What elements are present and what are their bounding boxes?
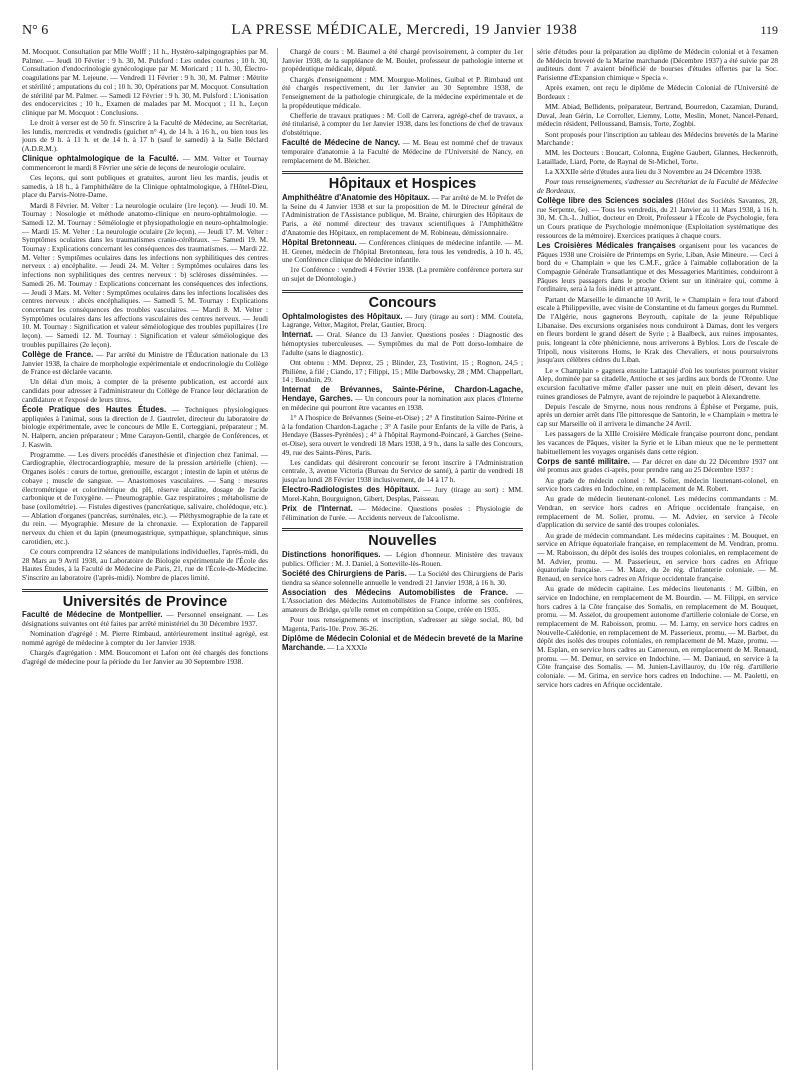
entry-heading: Distinctions honorifiques. bbox=[282, 550, 381, 560]
section-title-hopitaux: Hôpitaux et Hospices bbox=[282, 171, 523, 189]
page-number: 119 bbox=[760, 23, 778, 37]
entry-heading: Prix de l'Internat. bbox=[282, 504, 353, 514]
paragraph: MM. les Docteurs : Boucart, Colonna, Eugène Gaubert, Glannes, Heckenroth, Lataillade, Liard, Porte, de Raynal de St-Michel, Torte. bbox=[537, 148, 778, 166]
paragraph: Au grade de médecin commandant. Les médecins capitaines : M. Bouquet, en service en Afrique équatoriale française, en remplacement de M. Vendran, promu. — M. Raboisson, du dépôt des isolés des troupes coloniales, en remplacement de M. Advier, promu. — M. Passerieux, en service hors cadres en Afrique équatoriale française. — M. Maze, du 2e rég. d'infanterie coloniale. — M. Renaud, en service hors cadres en Afrique occidentale française. bbox=[537, 530, 778, 584]
issue-number: N° 6 bbox=[22, 23, 49, 38]
entry-hautes-etudes bbox=[22, 406, 268, 450]
entry-nancy bbox=[282, 139, 523, 165]
entry-text: — Conférences cliniques de médecine infantile. — M. H. Grenet, médecin de l'hôpital Bretonneau, fera tous les vendredis, à 10 h. 45, une Conférence clinique de Médecine infantile. bbox=[282, 237, 523, 265]
entry-text: (Hôtel des Sociétés Savantes, 28, rue Serpente, 6e). — Tous les vendredis, du 21 Janvier au 11 Mars 1938, à 16 h. 30, M. Ch.-L. Julliot, docteur en Droit, Professeur à l'École de Psychologie, fera un Cours pratique de Psychologie mnémonique (Exploitation systématique des ressources de la mémoire). Exercices pratiques à chaque cours. bbox=[537, 195, 778, 240]
paragraph: Au grade de médecin capitaine. Les médecins lieutenants : M. Gilbin, en service en Indochine, en remplacement de M. Bourdin. — M. Filippi, en service hors cadres à la Côte française des Somalis, en remplacement de M. Bouquet, promu. — M. Asselot, du groupement autonome d'artillerie coloniale de Corse, en remplacement de M. Raboisson, promu. — M. Lamy, en service hors cadres en Nouvelle-Calédonie, en remplacement de M. Passerieux, promu. — M. Barbet, du dépôt des isolés des troupes coloniales, en remplacement de M. Maze, promu. — M. Esplan, en service hors cadres au Cameroun, en remplacement de M. Renaud, promu. — M. Demur, en service en Indochine. — M. Daniaud, en service à la Côte française des Somalis. — M. Junien-Lavillauroy, du 10e rég. d'artillerie coloniale. — M. Grima, en service hors cadres en Indochine. — M. Paoletti, en service hors cadres en Afrique occidentale. bbox=[537, 584, 778, 689]
entry-internat bbox=[282, 331, 523, 357]
paragraph: Ont obtenu : MM. Deprez, 25 ; Blinder, 23, Tostivint, 15 ; Rognon, 24,5 ; Philiène, à filé ; Ciando, 17 ; Filippi, 15 ; Mlle Darbowsky, 28 ; MM. Chappellart, 14 ; Bouduin, 29. bbox=[282, 357, 523, 385]
entry-chirurgiens bbox=[282, 570, 523, 587]
paragraph: Programme. — Les divers procédés d'anesthésie et d'injection chez l'animal. — Cardiographie, électrocardiographie, mesure de la pression artérielle (chien). — Organes isolés : cœurs de tortue, grenouille, escargot ; intestin de lapin et utérus de cobaye ; muscle de sangsue. — Anastomoses vasculaires. — Sang : mesures électrométrique et colorimétrique du pH, réserve alcaline, dosage de l'acide carbonique et de l'oxygène. — Pneumographie. Gaz respiratoires ; métabolisme de base (oxilométrie). — Fistules digestives (pancréatique, salivaire, cholédoque, etc.). — Ablation d'organes (pancréas, surrénales, etc.). — Pléthysmographie de la rate et du rein. — Myographie. Mesure de la chronaxie. — Exploration de l'appareil nerveux du chien et du lapin (pneumogastrique, sympathique, splanchnique, sinus carotidien, etc.). bbox=[22, 449, 268, 546]
paragraph: Au grade de médecin colonel : M. Solier, médecin lieutenant-colonel, en service hors cadres en Indochine, en remplacement de M. Robert. bbox=[537, 475, 778, 494]
entry-text: — La Société des Chirurgiens de Paris tiendra sa séance solennelle annuelle le vendredi 21 Janvier 1938, à 16 h. 30. bbox=[282, 568, 523, 587]
column-2 bbox=[277, 48, 523, 1070]
paragraph: Les passagers de la XIIIe Croisière Médicale française pourront donc, pendant les vacances de Pâques, visiter la Syrie et le Liban mieux que ne le permettent habituellement les voyages organisés dans cette région. bbox=[537, 429, 778, 456]
paragraph: La XXXIIe série d'études aura lieu du 3 Novembre au 24 Décembre 1938. bbox=[545, 167, 762, 177]
entry-electro-radiologistes bbox=[282, 486, 523, 503]
entry-text: — Médecine. Questions posées : Physiologie de l'élimination de l'urée. — Accidents nerveux de l'alcoolisme. bbox=[282, 504, 523, 522]
paragraph: Ce cours comprendra 12 séances de manipulations individuelles, l'après-midi, du 28 Mars au 9 Avril 1938, au Laboratoire de Biologie expérimentale de l'École des Hautes Études, à la Faculté de Médecine de Paris, 21, rue de l'École-de-Médecine. S'inscrire au laboratoire (l'après-midi). Nombre de places limité. bbox=[22, 546, 268, 582]
entry-text: — Par arrêté de M. le Préfet de la Seine du 4 Janvier 1938 et sur la proposition de M. le Directeur général de l'Administration de l'Assistance publique, M. Braine, chirurgien des Hôpitaux de Paris, a été nommé directeur des travaux scientifiques à l'Amphithéâtre d'Anatomie des Hôpitaux, en remplacement de M. Robineau, démissionnaire. bbox=[282, 193, 523, 237]
entry-text: — MM. Velter et Tournay commenceront le mardi 8 Février une série de leçons de neurologie oculaire. bbox=[22, 154, 268, 172]
paragraph: Pour tous renseignements et inscription, s'adresser au siège social, 80, bd Magenta, Paris-10e. Prov. 36-26. bbox=[282, 615, 523, 633]
entry-prix-internat bbox=[282, 505, 523, 522]
entry-text: — M. Beau est nommé chef de travaux temporaire d'anatomie à la Faculté de Médecine de l'Université de Nancy, en remplacement de M. Bleicher. bbox=[282, 138, 523, 165]
paragraph: Chargés d'agrégation : MM. Boucomont et Lafon ont été chargés des fonctions d'agrégé de médecine pour la période du 1er Janvier au 30 Septembre 1938. bbox=[22, 648, 268, 666]
entry-heading: Hôpital Bretonneau. bbox=[282, 237, 357, 247]
paragraph: Pour tous renseignements, s'adresser au Secrétariat de la Faculté de Médecine de Bordeaux. bbox=[537, 177, 778, 195]
paragraph: Depuis l'escale de Smyrne, nous nous rendrons à Éphèse et Pergame, puis, après un dernier arrêt dans l'île pittoresque de Santorin, le « Champlain » mettra le cap sur Marseille où il arrivera le dimanche 24 Avril. bbox=[537, 401, 778, 429]
entry-brevannes bbox=[282, 386, 523, 412]
entry-text: — Par arrêté du Ministre de l'Éducation nationale du 13 Janvier 1938, la chaire de morphologie expérimentale et endocrinologie du Collège de France est déclarée vacante. bbox=[22, 349, 268, 377]
entry-text: — Personnel enseignant. — Les désignations suivantes ont été faites par arrêté ministériel du 30 Décembre 1937. bbox=[22, 610, 268, 629]
entry-heading: Association des Médecins Automobilistes de France. bbox=[282, 587, 509, 597]
entry-heading: Société des Chirurgiens de Paris. bbox=[282, 568, 407, 578]
entry-heading: Diplôme de Médecin Colonial et de Médecin breveté de la Marine Marchande. bbox=[282, 634, 523, 652]
column-3 bbox=[532, 48, 778, 1070]
entry-text: organisent pour les vacances de Pâques 1938 une Croisière de Printemps en Syrie, Liban, Asie Mineure. — Ceci à bord du « Champlain » que les C.M.F., grâce à l'aimable collaboration de la Compagnie Générale Transatlantique et des Messageries Maritimes, conduiront à Pâques leurs passagers dans le proche Orient sur un itinéraire qui, comme à l'ordinaire, sera à la fois inédit et attrayant. bbox=[537, 240, 778, 294]
paragraph: Ces leçons, qui sont publiques et gratuites, auront lieu les mardis, jeudis et samedis, à 18 h., à l'amphithéâtre de la Clinique ophtalmologique, à l'Hôtel-Dieu, place du Parvis-Notre-Dame. bbox=[22, 173, 268, 200]
section-title-nouvelles: Nouvelles bbox=[282, 528, 523, 546]
entry-text: — Jury (tirage au sort) : MM. Morel-Kahn, Bourguignon, Gibert, Desplas, Paisseau. bbox=[282, 485, 523, 503]
paragraph: MM. Abiad, Bellidents, préparateur, Bertrand, Bourredon, Cazamian, Durand, Duval, Jean Gérin, Le Corroller, Liemny, Lotte, Meslin, Monet, Nancel-Penard, médecin résident, Pelloussand, Bamsis, Torte, Zoghbi. bbox=[537, 102, 778, 129]
paragraph: Le « Champlain » gagnera ensuite Lattaquié d'où les touristes pourront visiter Alep, dominée par sa citadelle, Antioche et ses jardins aux bords de l'Oronte. Une excursion facultative même d'aller passer une nuit en plein désert, devant les ruines grandioses de Palmyre, avant de rejoindre le paquebot à Alexandrette. bbox=[537, 365, 778, 401]
masthead bbox=[22, 22, 778, 44]
entry-text: — La XXXIe bbox=[327, 642, 368, 652]
entry-heading: Collège de France. bbox=[22, 349, 94, 359]
entry-heading: Internat de Brévannes, Sainte-Périne, Chardon-Lagache, Hendaye, Garches. bbox=[282, 385, 523, 404]
column-1 bbox=[22, 48, 268, 1070]
entry-heading: École Pratique des Hautes Études. bbox=[22, 404, 167, 414]
entry-automobilistes bbox=[282, 589, 523, 615]
entry-montpellier bbox=[22, 611, 268, 628]
paragraph: Chargés d'enseignement : MM. Mourgue-Molines, Guibal et P. Rimbaud ont été chargés respectivement, du 1er Janvier au 30 Septembre 1938, de l'enseignement de la pathologie chirurgicale, de la médecine expérimentale et de la propédeutique médicale. bbox=[282, 74, 523, 110]
paragraph: 1re Conférence : vendredi 4 Février 1938. (La première conférence portera sur un sujet de Déontologie.) bbox=[282, 265, 523, 284]
page-title: LA PRESSE MÉDICALE, Mercredi, 19 Janvier 1938 bbox=[231, 22, 578, 38]
entry-heading: Faculté de Médecine de Montpellier. bbox=[22, 610, 163, 620]
paragraph: Le droit à verser est de 50 fr. S'inscrire à la Faculté de Médecine, au Secrétariat, les lundis, mercredis et vendredis (guichet n° 4), de 14 h. à 16 h., ou bien tous les jours de 9 h. à 11 h. et de 14 h. à 17 h (sauf le samedi) à la Salle Béclard (A.D.R.M.). bbox=[22, 118, 268, 154]
paragraph: série d'études pour la préparation au diplôme de Médecin colonial et à l'examen de Médecin breveté de la Marine marchande (Décembre 1937) a été suivie par 28 auditeurs dont 7 avaient bénéficié de bourses d'études offertes par la Soc. Parisienne d'Expansion chimique « Specia ». bbox=[537, 48, 778, 83]
entry-heading: Corps de santé militaire. bbox=[537, 456, 630, 466]
entry-text: — Techniques physiologiques appliquées à l'animal, sous la direction de J. Gautrelet, directeur du laboratoire de biologie expérimentale, avec le concours de Mlle E. Corteggiani, préparateur ; M. N. Halpern, ancien préparateur ; Mme Carayon-Gentil, chargée de Conférences, et J. Kaswin. bbox=[22, 404, 268, 449]
entry-heading: Internat. bbox=[282, 330, 313, 340]
entry-text: — Oral. Séance du 13 Janvier. Questions posées : Diagnostic des hémoptysies tuberculeuses. — Symptômes du mal de Pott dorso-lombaire de l'adulte (sans le diagnostic). bbox=[282, 330, 523, 357]
entry-amphitheatre bbox=[282, 194, 523, 238]
entry-ophtalmo bbox=[22, 155, 268, 172]
paragraph: Nomination d'agrégé : M. Pierre Rimbaud, antérieurement institué agrégé, est nommé agrégé de médecine à compter du 1er Janvier 1938. bbox=[22, 629, 268, 647]
entry-text: — Jury (tirage au sort) : MM. Coutela, Lagrange, Velter, Magitot, Prelat, Gautier, Brocq. bbox=[282, 311, 523, 330]
entry-heading: Faculté de Médecine de Nancy. bbox=[282, 138, 400, 148]
entry-college-libre bbox=[537, 197, 778, 241]
entry-diplome-colonial bbox=[282, 635, 523, 652]
paragraph: 1° A l'hospice de Brévannes (Seine-et-Oise) ; 2° A l'institution Sainte-Périne et à la fondation Chardon-Lagache ; 3° A l'asile pour Enfants de la ville de Paris, à Hendaye (Basses-Pyrénées) ; 4° à l'hôpital Raymond-Poincaré, à Garches (Seine-et-Oise), sera ouvert le vendredi 18 Mars 1938, à 9 h., dans la salle des Concours, 49, rue des Saints-Pères, Paris. bbox=[282, 412, 523, 457]
paragraph: Chefferie de travaux pratiques : M. Coll de Carrera, agrégé-chef de travaux, a été titularisé, à compter du 1er Janvier 1938, dans les fonctions de chef de travaux d'obstétrique. bbox=[282, 110, 523, 138]
entry-text: — Légion d'honneur. Ministère des travaux publics. Officier : M. J. Daniel, à Sotteville-lès-Rouen. bbox=[282, 550, 523, 568]
entry-heading: Ophtalmologistes des Hôpitaux. bbox=[282, 311, 403, 321]
entry-text: — Par décret en date du 22 Décembre 1937 ont été promus aux grades ci-après, pour prendre rang au 25 Décembre 1937 : bbox=[537, 456, 778, 475]
entry-text: — Un concours pour la nomination aux places d'Interne en médecine qui pourront être vacantes en 1938. bbox=[282, 394, 523, 412]
paragraph: Après examen, ont reçu le diplôme de Médecin Colonial de l'Université de Bordeaux : bbox=[537, 83, 778, 101]
section-title-concours: Concours bbox=[282, 290, 523, 308]
entry-heading: Clinique ophtalmologique de la Faculté. bbox=[22, 154, 179, 164]
entry-distinctions bbox=[282, 551, 523, 568]
entry-ophtalmologistes bbox=[282, 313, 523, 330]
paragraph: Chargé de cours : M. Baumel a été chargé provisoirement, à compter du 1er Janvier 1938, de la suppléance de M. Boulet, professeur de pathologie interne et propédeutique médicale, député. bbox=[282, 48, 523, 74]
section-title-universites: Universités de Province bbox=[22, 589, 268, 607]
entry-bretonneau bbox=[282, 239, 523, 265]
entry-heading: Amphithéâtre d'Anatomie des Hôpitaux. bbox=[282, 193, 430, 203]
entry-corps-sante bbox=[537, 458, 778, 475]
entry-heading: Collège libre des Sciences sociales bbox=[537, 195, 674, 205]
entry-croisieres bbox=[537, 242, 778, 294]
paragraph: Les candidats qui désireront concourir se feront inscrire à l'Administration centrale, 3, avenue Victoria (Bureau du Service de santé), à partir du vendredi 18 jusqu'au lundi 28 Février 1938 inclusivement, de 14 à 17 h. bbox=[282, 457, 523, 485]
paragraph: Un délai d'un mois, à compter de la présente publication, est accordé aux candidats pour adresser à l'administrateur du Collège de France leur déclaration de candidature et l'exposé de leurs titres. bbox=[22, 377, 268, 404]
paragraph: Mardi 8 Février. M. Velter : La neurologie oculaire (1re leçon). — Jeudi 10. M. Tournay : Nosologie et méthode anatomo-clinique en neuro-ophtalmologie. — Samedi 12. M. Tournay : Séméiologie et physiopathologie en neuro-ophtalmologie. — Mardi 15. M. Velter : La neurologie oculaire (2e leçon). — Jeudi 17. M. Velter : Symptômes oculaires dans les traumatismes cranio-cérébraux. — Samedi 19. M. Tournay : Explications concernant les conséquences des traumatismes. — Mardi 22. M. Velter : Symptômes oculaires dans les infections non syphilitiques des centres nerveux : a) encéphalite. — Jeudi 24. M. Velter : Symptômes oculaires dans les infections non syphilitiques des centres nerveux : b) scléroses disséminées. — Samedi 26. M. Tournay : Explications concernant les conséquences des infections. — Jeudi 3 Mars. M. Velter : Symptômes oculaires dans les infections localisées des centres nerveux : abcès encéphaliques. — Samedi 5. M. Tournay : Explications concernant les conséquences des troubles vasculaires. — Mardi 8. M. Velter : Symptômes oculaires dans les affections vasculaires des centres nerveux. — Jeudi 10. M. Tournay : Signification et valeur séméiologique des troubles pupillaires (1re leçon). — Samedi 12. M. Tournay : Signification et valeur séméiologique des troubles pupillaires (2e leçon). bbox=[22, 200, 268, 349]
paragraph: Partant de Marseille le dimanche 10 Avril, le « Champlain » fera tout d'abord escale à Philippeville, avec visite de Constantine et du fameux gorges du Rummel. De l'Algérie, nous gagnerons Beyrouth, capitale de la jeune République Libanaise. Des excursions organisées nous conduiront à Damas, dont les vergers en fleurs bordent le grand désert de Syrie ; à Baalbeck, aux ruines imposantes, puis, longeant la côte phénicienne, nous arriverons à Byblos. Lors de l'escale de Tripoli, nous visiterons Homs, le Krak des Chevaliers, et nous poursuivrons jusqu'aux célèbres cèdres du Liban. bbox=[537, 294, 778, 365]
entry-text: — L'Association des Médecins Automobilistes de France informe ses confrères, amateurs de Bridge, qu'elle remet en compétition sa Coupe, créée en 1935. bbox=[282, 587, 523, 615]
entry-heading: Electro-Radiologistes des Hôpitaux. bbox=[282, 485, 420, 495]
paragraph: M. Mocquot. Consultation par Mlle Wolff ; 11 h., Hystéro-salpingographies par M. Palmer. — Jeudi 10 Février : 9 h. 30, M. Pulsford : Les ondes courtes ; 10 h. 30, Consultation d'endocrinologie gynécologique par M. Moricard ; 11 h. 30, Électro-coagulations par M. Lejeune. — Vendredi 11 Février : 9 h. 30, M. Palmer : Métrite et stérilité ; amputations du col ; 10 h. 30, Opérations par M. Mocquot. Consultation de stérilité par M. Palmer. — Samedi 12 Février : 9 h. 30, M. Pulsford : L'ionisation des endocervicites ; 10 h., Examen de malades par M. Mocquot ; 11 h., Leçon clinique par M. Mocquot : Conclusions. bbox=[22, 48, 268, 117]
paragraph: Au grade de médecin lieutenant-colonel. Les médecins commandants : M. Vendran, en service hors cadres en Afrique occidentale française, en remplacement de M. Solier, promu. — M. Advier, en service à l'école d'application du service de santé des troupes coloniales. bbox=[537, 494, 778, 530]
entry-college-france bbox=[22, 351, 268, 377]
article-columns bbox=[22, 48, 778, 1070]
paragraph: Sont proposés pour l'inscription au tableau des Médecins brevetés de la Marine Marchande : bbox=[537, 129, 778, 148]
entry-heading: Les Croisières Médicales françaises bbox=[537, 240, 676, 250]
